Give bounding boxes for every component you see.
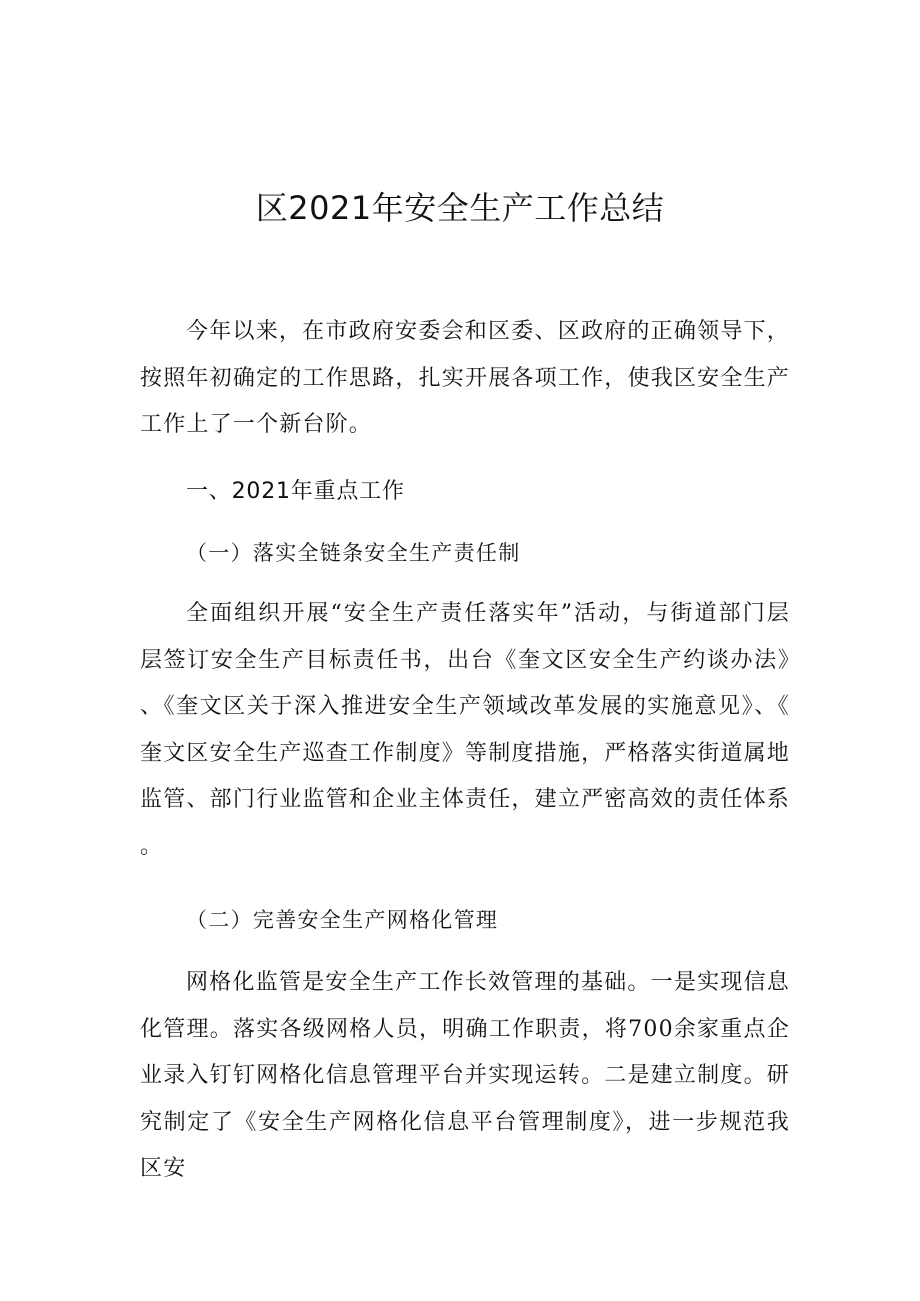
subsection-2-paragraph: 网格化监管是安全生产工作长效管理的基础。一是实现信息化管理。落实各级网格人员，明确工作职责，将700余家重点企业录入钉钉网格化信息管理平台并实现运转。二是建立制度。研究制定了《安全生产网格化信息平台管理制度》，进一步规范我区安 bbox=[140, 970, 790, 1181]
subsection-2-heading: （二）完善安全生产网格化管理 bbox=[186, 908, 499, 932]
intro-paragraph: 今年以来，在市政府安委会和区委、区政府的正确领导下，按照年初确定的工作思路，扎实开展各项工作，使我区安全生产工作上了一个新台阶。 bbox=[140, 319, 790, 437]
section-1-heading: 一、2021年重点工作 bbox=[186, 479, 405, 504]
subsection-1-heading: （一）落实全链条安全生产责任制 bbox=[186, 541, 521, 565]
subsection-1-paragraph: 全面组织开展“安全生产责任落实年”活动，与街道部门层层签订安全生产目标责任书，出台《奎文区安全生产约谈办法》、《奎文区关于深入推进安全生产领域改革发展的实施意见》、《奎文区安全生产巡查工作制度》等制度措施，严格落实街道属地监管、部门行业监管和企业主体责任，建立严密高效的责任体系。 bbox=[140, 601, 790, 859]
document-title: 区2021年安全生产工作总结 bbox=[255, 189, 665, 227]
